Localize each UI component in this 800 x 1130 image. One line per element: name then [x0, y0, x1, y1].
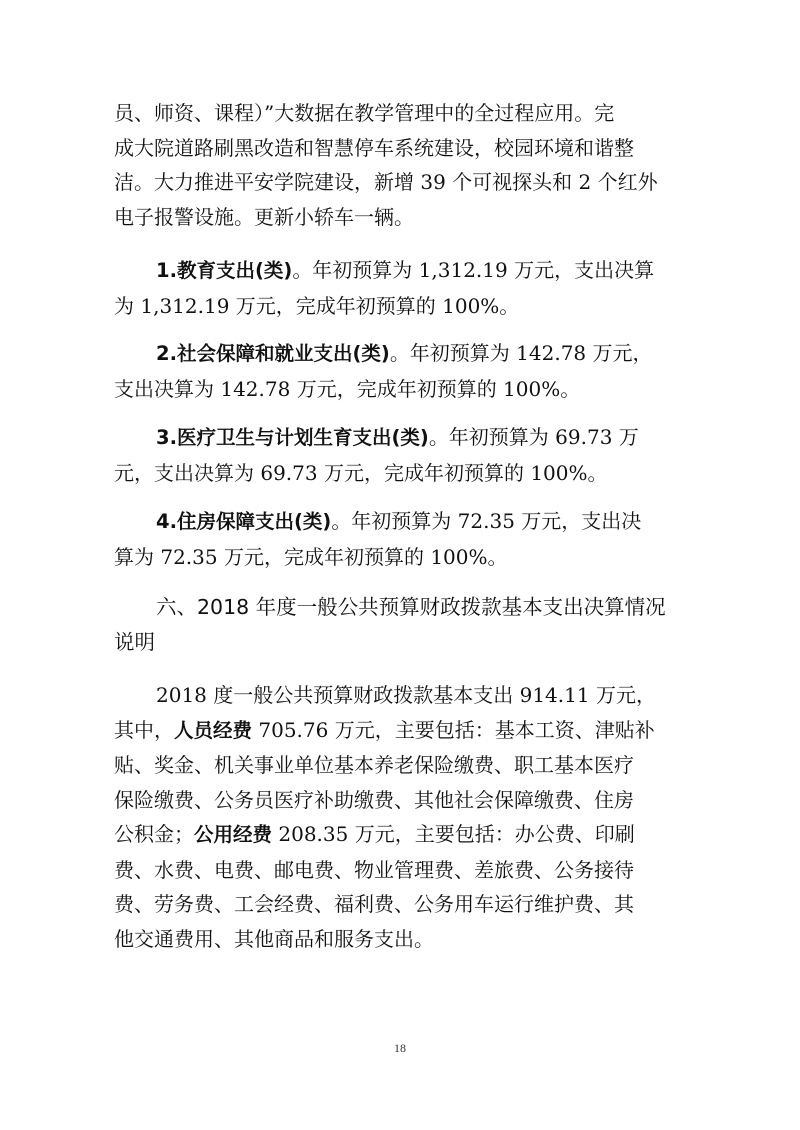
item-title: 1.教育支出(类): [156, 259, 293, 282]
body-line: 2018 度一般公共预算财政拨款基本支出 914.11 万元，: [156, 683, 656, 707]
intro-line: 成大院道路刷黑改造和智慧停车系统建设，校园环境和谐整: [114, 135, 634, 160]
page-number: 18: [394, 1041, 406, 1055]
expense-item-housing: [114, 504, 694, 574]
section-heading: [114, 590, 694, 659]
body-text: 208.35 万元，主要包括：办公费、印刷: [272, 822, 635, 846]
intro-line: 洁。大力推进平安学院建设，新增 39 个可视探头和 2 个红外: [114, 170, 658, 194]
body-line: 贴、奖金、机关事业单位基本养老保险缴费、职工基本医疗: [114, 753, 634, 777]
item-text-line2: 支出决算为 142.78 万元，完成年初预算的 100%。: [114, 376, 581, 401]
item-text: 。年初预算为 142.78 万元，: [389, 341, 653, 365]
section-heading-line2: 说明: [114, 629, 155, 654]
basic-expense-paragraph: [114, 678, 694, 956]
body-line: 他交通费用、其他商品和服务支出。: [114, 926, 434, 951]
expense-item-healthcare: [114, 420, 694, 490]
item-text-line2: 为 1,312.19 万元，完成年初预算的 100%。: [114, 293, 520, 318]
body-line: 保险缴费、公务员医疗补助缴费、其他社会保障缴费、住房: [114, 787, 634, 812]
item-text-line2: 元，支出决算为 69.73 万元，完成年初预算的 100%。: [114, 460, 608, 485]
body-text: 公积金；: [114, 822, 194, 846]
section-heading-line1: 六、2018 年度一般公共预算财政拨款基本支出决算情况: [156, 595, 666, 619]
item-title: 3.医疗卫生与计划生育支出(类): [156, 426, 429, 449]
expense-item-education: [114, 253, 694, 323]
item-text-line2: 算为 72.35 万元，完成年初预算的 100%。: [114, 544, 508, 569]
item-text: 。年初预算为 72.35 万元，支出决: [331, 509, 642, 533]
item-text: 。年初预算为 1,312.19 万元，支出决算: [292, 258, 655, 282]
intro-line: 员、师资、课程）”大数据在教学管理中的全过程应用。完: [114, 101, 615, 125]
intro-line: 电子报警设施。更新小轿车一辆。: [114, 204, 414, 229]
body-text: 705.76 万元，主要包括：基本工资、津贴补: [252, 717, 655, 742]
body-line: 费、劳务费、工会经费、福利费、公务用车运行维护费、其: [114, 892, 634, 916]
expense-item-social-security: [114, 336, 694, 406]
intro-paragraph: [114, 96, 694, 234]
public-expense-label: 公用经费: [194, 823, 273, 846]
body-text: 其中，: [114, 717, 174, 742]
item-title: 2.社会保障和就业支出(类): [156, 342, 390, 365]
body-line: 费、水费、电费、邮电费、物业管理费、差旅费、公务接待: [114, 857, 634, 882]
personnel-expense-label: 人员经费: [174, 718, 253, 742]
item-text: 。年初预算为 69.73 万: [428, 425, 639, 449]
item-title: 4.住房保障支出(类): [156, 510, 332, 533]
